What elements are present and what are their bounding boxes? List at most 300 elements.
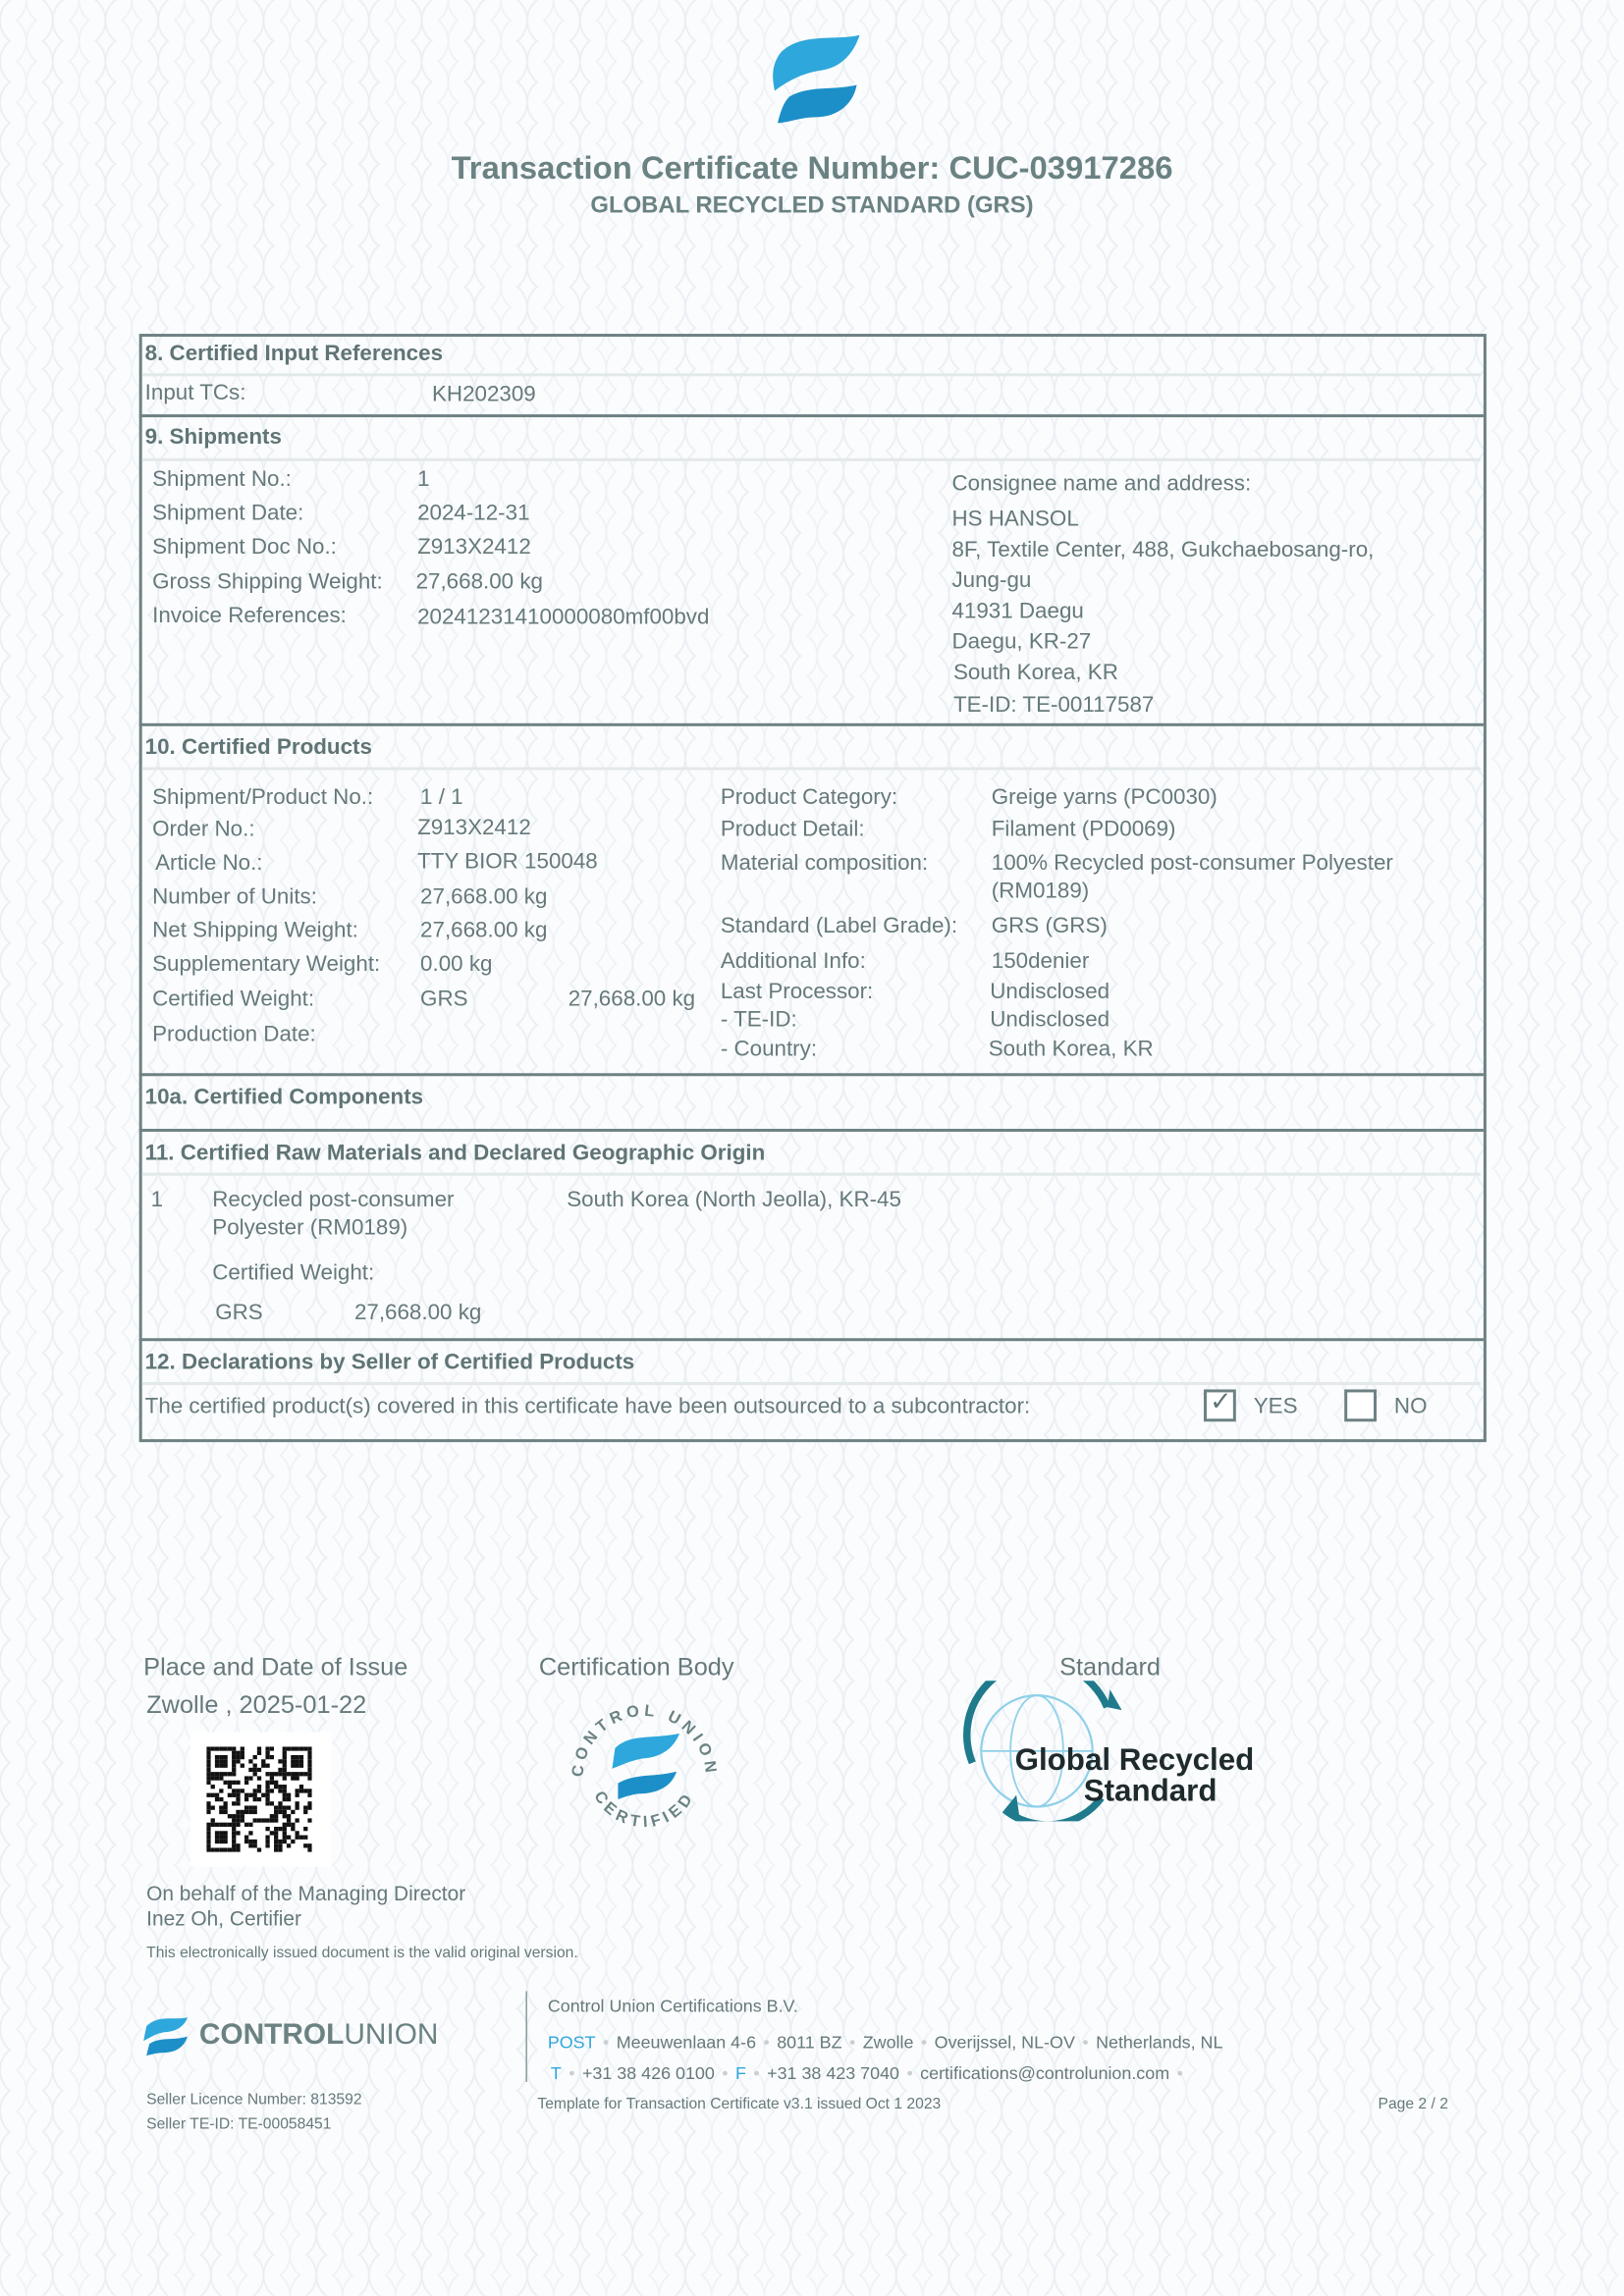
section-9-title: 9. Shipments xyxy=(144,424,282,450)
qr-module xyxy=(257,1768,261,1772)
qr-module xyxy=(219,1836,223,1840)
qr-module xyxy=(287,1772,291,1776)
subcontractor-declaration: The certified product(s) covered in this certificate have been outsourced to a subcontractor: xyxy=(144,1393,1031,1419)
qr-module xyxy=(287,1746,291,1750)
product-field-label: Material composition: xyxy=(720,850,929,876)
raw-material-cw-label: Certified Weight: xyxy=(212,1260,375,1286)
qr-module xyxy=(244,1840,248,1843)
product-field-value: TTY BIOR 150048 xyxy=(417,849,598,875)
qr-module xyxy=(223,1781,227,1785)
control-union-certified-seal xyxy=(560,1681,730,1850)
qr-module xyxy=(261,1793,265,1797)
raw-material-name: Polyester (RM0189) xyxy=(212,1214,408,1241)
qr-module xyxy=(283,1759,287,1763)
qr-module xyxy=(223,1772,227,1776)
section-8-title: 8. Certified Input References xyxy=(144,341,444,366)
qr-module xyxy=(241,1810,244,1814)
qr-module xyxy=(257,1797,261,1801)
qr-module xyxy=(219,1764,223,1768)
qr-module xyxy=(283,1751,287,1755)
qr-module xyxy=(307,1772,311,1776)
qr-module xyxy=(307,1793,311,1797)
qr-module xyxy=(274,1847,278,1851)
qr-module xyxy=(278,1843,282,1847)
shipment-doc-label: Shipment Doc No.: xyxy=(152,534,337,560)
qr-module xyxy=(307,1746,311,1750)
svg-text:CERTIFIED xyxy=(590,1788,698,1831)
qr-module xyxy=(236,1847,240,1851)
qr-module xyxy=(296,1801,299,1805)
qr-module xyxy=(211,1776,215,1780)
qr-code-background xyxy=(190,1732,331,1866)
qr-module xyxy=(219,1746,223,1750)
qr-module xyxy=(219,1797,223,1801)
qr-module xyxy=(287,1818,291,1822)
certifier-name: Inez Oh, Certifier xyxy=(146,1905,301,1930)
qr-module xyxy=(274,1772,278,1776)
qr-module xyxy=(296,1759,299,1763)
qr-module xyxy=(283,1776,287,1780)
invoice-references-value: 20241231410000080mf00bvd xyxy=(417,604,710,630)
qr-module xyxy=(257,1751,261,1755)
address-city: Zwolle xyxy=(862,2032,914,2054)
qr-module xyxy=(296,1793,299,1797)
qr-module xyxy=(228,1785,232,1789)
product-field-value: 100% Recycled post-consumer Polyester xyxy=(991,850,1393,876)
qr-module xyxy=(219,1772,223,1776)
qr-module xyxy=(232,1781,236,1785)
qr-module xyxy=(236,1810,240,1814)
product-field-value: Undisclosed xyxy=(990,979,1110,1005)
product-field-label: Production Date: xyxy=(152,1022,316,1047)
qr-module xyxy=(307,1776,311,1780)
qr-module xyxy=(253,1755,257,1759)
qr-module xyxy=(206,1759,210,1763)
consignee-teid: TE-ID: TE-00117587 xyxy=(952,692,1155,718)
qr-module xyxy=(278,1785,282,1789)
qr-module xyxy=(283,1805,287,1809)
qr-module xyxy=(215,1831,219,1835)
qr-module xyxy=(287,1823,291,1827)
qr-module xyxy=(244,1797,248,1801)
qr-module xyxy=(232,1843,236,1847)
qr-module xyxy=(206,1823,210,1827)
qr-module xyxy=(307,1847,311,1851)
qr-module xyxy=(223,1840,227,1843)
qr-module xyxy=(236,1801,240,1805)
qr-module xyxy=(215,1840,219,1843)
qr-module xyxy=(307,1751,311,1755)
qr-module xyxy=(223,1836,227,1840)
product-field-value: Undisclosed xyxy=(990,1007,1110,1033)
qr-module xyxy=(274,1836,278,1840)
qr-module xyxy=(241,1751,244,1755)
qr-module xyxy=(265,1797,269,1801)
qr-module xyxy=(270,1781,274,1785)
qr-module xyxy=(265,1781,269,1785)
product-field-value: Z913X2412 xyxy=(417,815,531,841)
qr-module xyxy=(219,1847,223,1851)
product-field-label: Article No.: xyxy=(155,850,263,876)
product-field-label: Additional Info: xyxy=(720,948,866,974)
product-field-label: - TE-ID: xyxy=(720,1007,797,1033)
qr-module xyxy=(211,1818,215,1822)
certification-body-label: Certification Body xyxy=(538,1652,734,1682)
postal-address: POST • Meeuwenlaan 4-6 • 8011 BZ • Zwolle • Overijssel, NL-OV • Netherlands, NL xyxy=(547,2032,1223,2054)
wordmark-bold: CONTROL xyxy=(198,2018,345,2052)
product-field-label: Net Shipping Weight: xyxy=(152,918,358,943)
qr-module xyxy=(274,1843,278,1847)
qr-module xyxy=(307,1801,311,1805)
qr-module xyxy=(232,1751,236,1755)
qr-module xyxy=(248,1759,252,1763)
qr-module xyxy=(261,1759,265,1763)
seal-wave-bottom xyxy=(618,1772,677,1799)
qr-module xyxy=(283,1827,287,1831)
qr-module xyxy=(265,1827,269,1831)
qr-module xyxy=(278,1801,282,1805)
qr-module xyxy=(228,1781,232,1785)
qr-module xyxy=(291,1776,295,1780)
seller-licence: Seller Licence Number: 813592 xyxy=(146,2090,362,2109)
qr-module xyxy=(236,1814,240,1818)
qr-module xyxy=(223,1831,227,1835)
qr-module xyxy=(303,1746,307,1750)
product-field-label: Standard (Label Grade): xyxy=(720,913,958,939)
qr-module xyxy=(253,1797,257,1801)
qr-module xyxy=(253,1764,257,1768)
qr-module xyxy=(257,1818,261,1822)
qr-module xyxy=(274,1810,278,1814)
qr-module xyxy=(296,1764,299,1768)
qr-module xyxy=(228,1793,232,1797)
product-field-value: 27,668.00 kg xyxy=(420,883,548,910)
qr-module xyxy=(278,1827,282,1831)
qr-module xyxy=(211,1793,215,1797)
qr-module xyxy=(283,1785,287,1789)
qr-module xyxy=(283,1840,287,1843)
qr-module xyxy=(307,1818,311,1822)
qr-code[interactable] xyxy=(206,1746,311,1851)
qr-module xyxy=(241,1746,244,1750)
qr-module xyxy=(211,1805,215,1809)
fax-label: F xyxy=(734,2062,746,2084)
place-date-value: Zwolle , 2025-01-22 xyxy=(146,1690,367,1720)
qr-module xyxy=(236,1797,240,1801)
qr-module xyxy=(274,1818,278,1822)
qr-module xyxy=(248,1793,252,1797)
address-country: Netherlands, NL xyxy=(1096,2032,1223,2054)
qr-module xyxy=(228,1847,232,1851)
qr-module xyxy=(299,1789,303,1792)
raw-material-number: 1 xyxy=(150,1187,164,1212)
qr-module xyxy=(223,1847,227,1851)
qr-module xyxy=(283,1823,287,1827)
qr-module xyxy=(215,1772,219,1776)
qr-module xyxy=(206,1755,210,1759)
qr-module xyxy=(228,1814,232,1818)
qr-module xyxy=(244,1793,248,1797)
qr-module xyxy=(278,1789,282,1792)
qr-module xyxy=(296,1818,299,1822)
qr-module xyxy=(232,1793,236,1797)
raw-material-cw-standard: GRS xyxy=(215,1300,263,1325)
qr-module xyxy=(303,1836,307,1840)
qr-module xyxy=(283,1797,287,1801)
qr-module xyxy=(270,1831,274,1835)
qr-module xyxy=(257,1847,261,1851)
qr-module xyxy=(248,1823,252,1827)
qr-module xyxy=(296,1776,299,1780)
qr-module xyxy=(248,1805,252,1809)
qr-module xyxy=(274,1827,278,1831)
qr-module xyxy=(303,1810,307,1814)
qr-module xyxy=(296,1805,299,1809)
qr-module xyxy=(265,1836,269,1840)
shipment-date-label: Shipment Date: xyxy=(152,501,304,526)
qr-module xyxy=(232,1836,236,1840)
product-field-label: Certified Weight: xyxy=(152,987,315,1012)
raw-material-origin: South Korea (North Jeolla), KR-45 xyxy=(567,1187,901,1212)
qr-module xyxy=(270,1755,274,1759)
input-tcs-label: Input TCs: xyxy=(144,380,246,406)
product-field-value: 150denier xyxy=(991,948,1090,974)
qr-module xyxy=(236,1843,240,1847)
qr-module xyxy=(206,1764,210,1768)
qr-module xyxy=(232,1818,236,1822)
gross-weight-label: Gross Shipping Weight: xyxy=(152,569,383,595)
qr-module xyxy=(265,1764,269,1768)
qr-module xyxy=(206,1801,210,1805)
qr-module xyxy=(244,1776,248,1780)
qr-module xyxy=(236,1823,240,1827)
qr-module xyxy=(278,1772,282,1776)
qr-module xyxy=(291,1823,295,1827)
qr-module xyxy=(291,1810,295,1814)
qr-module xyxy=(215,1746,219,1750)
qr-module xyxy=(219,1823,223,1827)
qr-module xyxy=(257,1785,261,1789)
qr-module xyxy=(270,1801,274,1805)
qr-module xyxy=(206,1768,210,1772)
no-checkbox[interactable] xyxy=(1344,1389,1377,1421)
qr-module xyxy=(287,1805,291,1809)
product-field-label: Order No.: xyxy=(152,817,255,842)
qr-module xyxy=(232,1759,236,1763)
qr-module xyxy=(248,1843,252,1847)
qr-module xyxy=(219,1831,223,1835)
section-11-title: 11. Certified Raw Materials and Declared Geographic Origin xyxy=(144,1140,766,1166)
qr-module xyxy=(270,1789,274,1792)
qr-module xyxy=(278,1840,282,1843)
consignee-address-line: South Korea, KR xyxy=(952,660,1118,686)
seller-teid: Seller TE-ID: TE-00058451 xyxy=(146,2115,332,2134)
qr-module xyxy=(265,1843,269,1847)
qr-module xyxy=(232,1847,236,1851)
product-field-label: Product Detail: xyxy=(720,817,865,842)
qr-module xyxy=(236,1793,240,1797)
qr-module xyxy=(278,1759,282,1763)
qr-module xyxy=(211,1785,215,1789)
qr-module xyxy=(274,1840,278,1843)
product-field-value: GRS xyxy=(420,987,468,1012)
qr-module xyxy=(232,1746,236,1750)
raw-material-name: Recycled post-consumer xyxy=(212,1187,455,1212)
control-union-wordmark xyxy=(199,2020,439,2050)
qr-module xyxy=(265,1785,269,1789)
qr-module xyxy=(241,1755,244,1759)
invoice-references-label: Invoice References: xyxy=(152,603,347,628)
qr-module xyxy=(265,1751,269,1755)
qr-module xyxy=(223,1755,227,1759)
qr-module xyxy=(291,1827,295,1831)
qr-module xyxy=(278,1847,282,1851)
qr-module xyxy=(283,1793,287,1797)
qr-module xyxy=(248,1768,252,1772)
qr-module xyxy=(206,1847,210,1851)
qr-module xyxy=(296,1836,299,1840)
consignee-address-line: 8F, Textile Center, 488, Gukchaebosang-ro, xyxy=(951,537,1375,562)
contact-line: T • +31 38 426 0100 • F • +31 38 423 7040 • certifications@controlunion.com • xyxy=(550,2062,1183,2084)
qr-module xyxy=(253,1789,257,1792)
qr-module xyxy=(219,1789,223,1792)
qr-module xyxy=(265,1789,269,1792)
qr-module xyxy=(244,1805,248,1809)
qr-module xyxy=(223,1801,227,1805)
qr-module xyxy=(265,1746,269,1750)
page-number: Page 2 / 2 xyxy=(1378,2095,1448,2113)
qr-module xyxy=(244,1781,248,1785)
qr-module xyxy=(223,1764,227,1768)
product-field-value: (RM0189) xyxy=(991,878,1090,904)
qr-module xyxy=(215,1836,219,1840)
qr-module xyxy=(241,1764,244,1768)
qr-module xyxy=(299,1836,303,1840)
qr-module xyxy=(206,1772,210,1776)
qr-module xyxy=(287,1843,291,1847)
qr-module xyxy=(283,1746,287,1750)
template-version: Template for Transaction Certificate v3.1 issued Oct 1 2023 xyxy=(537,2095,942,2113)
shipment-doc-value: Z913X2412 xyxy=(417,534,531,560)
qr-module xyxy=(236,1751,240,1755)
qr-module xyxy=(228,1823,232,1827)
qr-module xyxy=(253,1818,257,1822)
yes-checkbox[interactable] xyxy=(1204,1386,1236,1421)
qr-module xyxy=(206,1776,210,1780)
qr-module xyxy=(232,1831,236,1835)
qr-module xyxy=(253,1805,257,1809)
qr-module xyxy=(257,1776,261,1780)
qr-module xyxy=(215,1776,219,1780)
qr-module xyxy=(270,1746,274,1750)
qr-module xyxy=(283,1831,287,1835)
qr-module xyxy=(270,1772,274,1776)
qr-module xyxy=(274,1785,278,1789)
standard-label: Standard xyxy=(1059,1652,1162,1682)
product-field-value: South Korea, KR xyxy=(988,1036,1154,1062)
qr-module xyxy=(299,1759,303,1763)
qr-module xyxy=(236,1789,240,1792)
control-union-wave-logo xyxy=(769,32,868,126)
certificate-title: Transaction Certificate Number: CUC-03917286 xyxy=(451,149,1173,187)
qr-module xyxy=(283,1789,287,1792)
qr-module xyxy=(219,1776,223,1780)
qr-module xyxy=(232,1789,236,1792)
qr-module xyxy=(270,1818,274,1822)
checkmark-icon: ✓ xyxy=(1209,1386,1232,1416)
qr-module xyxy=(219,1810,223,1814)
qr-module xyxy=(270,1776,274,1780)
product-field-value: 27,668.00 kg xyxy=(420,918,548,943)
email-link[interactable]: certifications@controlunion.com xyxy=(920,2062,1170,2084)
qr-module xyxy=(244,1810,248,1814)
qr-module xyxy=(278,1768,282,1772)
consignee-address-line: Daegu, KR-27 xyxy=(951,629,1092,655)
qr-module xyxy=(307,1764,311,1768)
address-postcode: 8011 BZ xyxy=(777,2032,842,2054)
qr-module xyxy=(299,1785,303,1789)
qr-module xyxy=(299,1772,303,1776)
qr-module xyxy=(232,1814,236,1818)
qr-module xyxy=(287,1814,291,1818)
qr-module xyxy=(253,1843,257,1847)
qr-module xyxy=(265,1840,269,1843)
input-tcs-value: KH202309 xyxy=(431,382,536,407)
qr-module xyxy=(206,1793,210,1797)
shipment-date-value: 2024-12-31 xyxy=(417,501,530,526)
qr-module xyxy=(303,1789,307,1792)
qr-module xyxy=(283,1810,287,1814)
qr-module xyxy=(265,1793,269,1797)
qr-module xyxy=(232,1755,236,1759)
seal-top-text: CONTROL UNION xyxy=(568,1701,721,1779)
yes-label: YES xyxy=(1253,1393,1298,1419)
qr-module xyxy=(265,1818,269,1822)
grs-logo-line1: Global Recycled xyxy=(1014,1743,1255,1778)
qr-module xyxy=(223,1823,227,1827)
qr-module xyxy=(274,1814,278,1818)
qr-module xyxy=(228,1746,232,1750)
qr-module xyxy=(206,1781,210,1785)
qr-module xyxy=(257,1746,261,1750)
product-field-label: - Country: xyxy=(720,1036,818,1062)
qr-module xyxy=(232,1827,236,1831)
qr-module xyxy=(215,1793,219,1797)
qr-module xyxy=(244,1836,248,1840)
consignee-label: Consignee name and address: xyxy=(951,471,1252,497)
section-10-title: 10. Certified Products xyxy=(144,734,372,761)
qr-module xyxy=(236,1818,240,1822)
qr-module xyxy=(236,1781,240,1785)
qr-module xyxy=(265,1755,269,1759)
qr-module xyxy=(265,1772,269,1776)
grs-logo-line2: Standard xyxy=(1083,1774,1218,1809)
qr-module xyxy=(206,1831,210,1835)
product-field-label: Shipment/Product No.: xyxy=(152,784,374,810)
validity-note: This electronically issued document is the valid original version. xyxy=(146,1944,578,1962)
qr-module xyxy=(215,1847,219,1851)
qr-module xyxy=(244,1823,248,1827)
qr-module xyxy=(253,1768,257,1772)
seal-wave-top xyxy=(612,1734,679,1769)
qr-module xyxy=(296,1831,299,1835)
qr-module xyxy=(211,1847,215,1851)
product-field-label: Supplementary Weight: xyxy=(152,951,381,977)
qr-module xyxy=(296,1755,299,1759)
qr-module xyxy=(236,1755,240,1759)
qr-module xyxy=(287,1793,291,1797)
phone-number: +31 38 426 0100 xyxy=(581,2062,715,2084)
